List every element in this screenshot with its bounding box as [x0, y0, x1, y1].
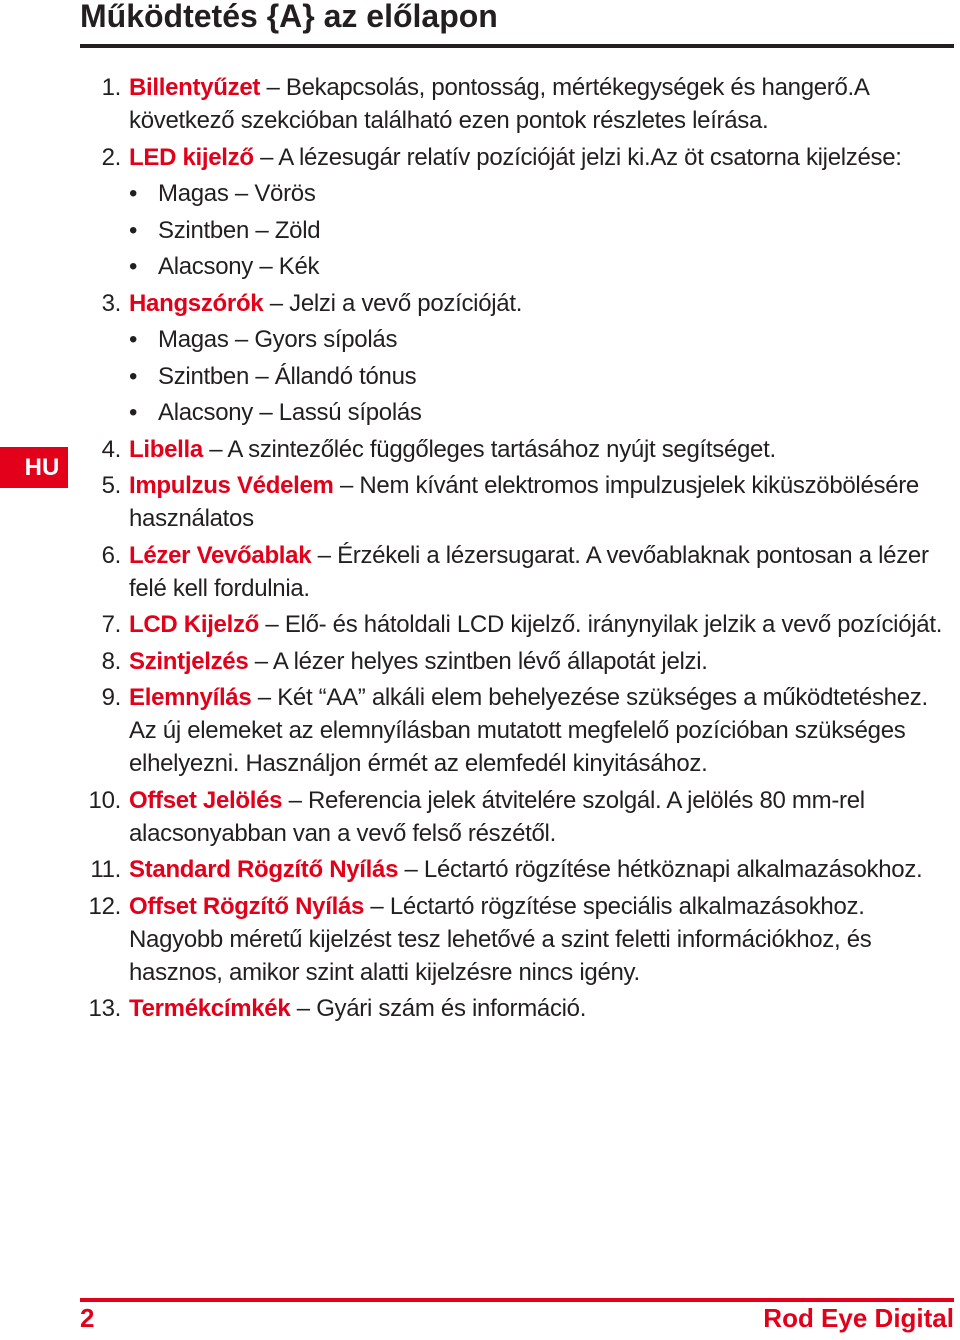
bullet-icon: •	[129, 180, 138, 207]
sub-list-item	[129, 323, 960, 356]
sub-item-text: Alacsony – Lassú sípolás	[158, 399, 422, 426]
bullet-icon: •	[129, 362, 138, 390]
item-description: – Referencia jelek átvitelére szolgál. A jelölés 80 mm-rel alacsonyabban van a vevő felső részétől.	[129, 786, 865, 847]
led-level-list	[129, 177, 960, 283]
sub-item-text: Szintben – Állandó tónus	[158, 362, 417, 390]
item-description: – Bekapcsolás, pontosság, mértékegységek és hangerő.A következő szekcióban található ezen pontok részletes leírása.	[129, 74, 869, 134]
item-description: – A lézesugár relatív pozícióját jelzi ki.Az öt csatorna kijelzése:	[253, 143, 902, 171]
title-divider	[80, 44, 954, 48]
item-term: Impulzus Védelem	[129, 472, 334, 499]
language-tab	[0, 447, 68, 488]
sub-item-text: Szintben – Zöld	[158, 216, 321, 244]
bullet-icon: •	[129, 399, 138, 426]
page-number: 2	[80, 1303, 95, 1333]
item-description: – A lézer helyes szintben lévő állapotát jelzi.	[248, 647, 708, 675]
sub-list-item	[129, 177, 960, 210]
item-number: 9.	[101, 684, 121, 711]
list-item	[80, 681, 960, 780]
item-description: – Gyári szám és információ.	[290, 995, 587, 1022]
list-item	[80, 645, 960, 678]
item-number: 13.	[88, 995, 121, 1022]
item-number: 2.	[101, 143, 121, 171]
item-description: – Jelzi a vevő pozícióját.	[263, 289, 523, 317]
item-term: LED kijelző	[129, 143, 254, 171]
item-number: 7.	[101, 611, 121, 638]
item-number: 4.	[101, 435, 121, 463]
item-description: – Elő- és hátoldali LCD kijelző. iránynyilak jelzik a vevő pozícióját.	[259, 611, 943, 638]
item-number: 12.	[88, 892, 121, 920]
item-term: Offset Rögzítő Nyílás	[129, 892, 365, 920]
sub-item-text: Alacsony – Kék	[158, 253, 320, 280]
item-description: – Két “AA” alkáli elem behelyezése szükséges a működtetéshez. Az új elemeket az elemnyílásban mutatott megfelelő pozícióban szükséges elhelyezni. Használjon érmét az elemfedél kinyitásához.	[129, 684, 928, 777]
list-item	[80, 71, 960, 137]
sub-list-item	[129, 396, 960, 429]
list-item	[80, 287, 960, 430]
item-term: Libella	[129, 435, 203, 463]
item-description: – Léctartó rögzítése hétköznapi alkalmazásokhoz.	[398, 856, 923, 883]
item-term: LCD Kijelző	[129, 611, 260, 638]
item-term: Standard Rögzítő Nyílás	[129, 856, 399, 883]
item-number: 8.	[101, 647, 121, 675]
list-item	[80, 853, 960, 886]
item-term: Termékcímkék	[129, 995, 291, 1022]
language-tab-label: HU	[24, 454, 60, 481]
bullet-icon: •	[129, 216, 138, 244]
item-number: 11.	[90, 856, 121, 883]
feature-list	[80, 71, 960, 1029]
sub-list-item	[129, 250, 960, 283]
bullet-icon: •	[129, 253, 138, 280]
list-item	[80, 890, 960, 989]
item-number: 5.	[101, 472, 121, 499]
speaker-level-list	[129, 323, 960, 429]
item-description: – Nem kívánt elektromos impulzusjelek kiküszöbölésére használatos	[129, 472, 919, 532]
item-term: Billentyűzet	[129, 74, 261, 101]
list-item	[80, 784, 960, 850]
list-item	[80, 539, 960, 605]
list-item	[80, 469, 960, 535]
list-item	[80, 141, 960, 284]
list-item	[80, 433, 960, 466]
list-item	[80, 608, 960, 641]
item-term: Lézer Vevőablak	[129, 541, 312, 569]
sub-list-item	[129, 360, 960, 393]
sub-item-text: Magas – Gyors sípolás	[158, 326, 398, 353]
item-term: Elemnyílás	[129, 684, 252, 711]
item-number: 10.	[88, 786, 121, 814]
item-description: – A szintezőléc függőleges tartásához nyújt segítséget.	[202, 435, 776, 463]
item-term: Hangszórók	[129, 289, 264, 317]
item-term: Szintjelzés	[129, 647, 249, 675]
item-description: – Érzékeli a lézersugarat. A vevőablaknak pontosan a lézer felé kell fordulnia.	[129, 541, 929, 602]
list-item	[80, 992, 960, 1025]
item-number: 6.	[101, 541, 121, 569]
item-number: 3.	[101, 289, 121, 317]
sub-item-text: Magas – Vörös	[158, 180, 316, 207]
item-term: Offset Jelölés	[129, 786, 283, 814]
item-description: – Léctartó rögzítése speciális alkalmazásokhoz. Nagyobb méretű kijelzést tesz lehetővé a szint feletti információkhoz, és hasznos, amikor szint alatti kijelzésre nincs igény.	[129, 892, 872, 986]
brand-name: Rod Eye Digital	[763, 1303, 954, 1333]
bullet-icon: •	[129, 326, 138, 353]
item-number: 1.	[101, 74, 121, 101]
page-title: Működtetés {A} az előlapon	[80, 0, 498, 34]
sub-list-item	[129, 214, 960, 247]
